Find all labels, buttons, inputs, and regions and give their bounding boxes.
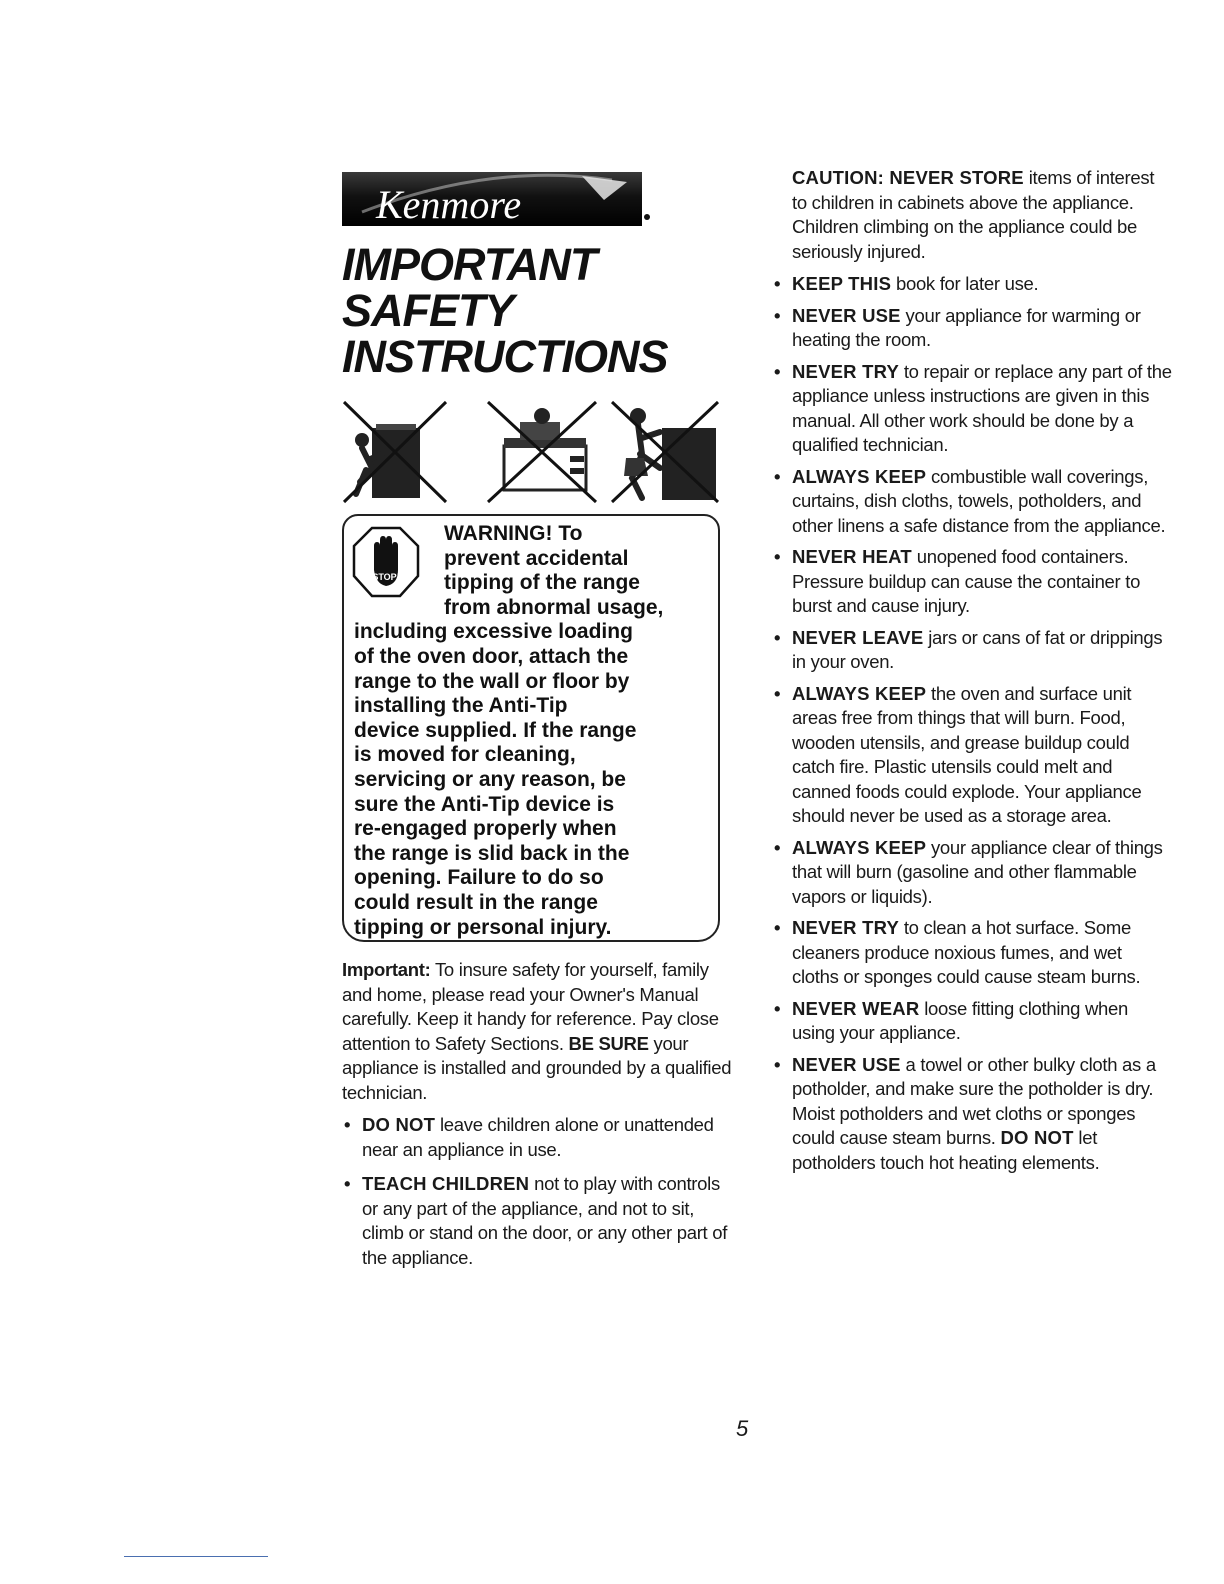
bullet-bold: TEACH CHILDREN — [362, 1173, 530, 1194]
bullet-text: loose fitting clothing when using your appliance. — [792, 997, 1129, 1043]
bullet-bold: NEVER USE — [792, 1053, 901, 1075]
list-item — [772, 465, 1172, 539]
warning-line: device supplied. If the range — [354, 718, 637, 742]
important-text-2: your appliance is installed and grounded by a qualified technician. — [342, 1032, 732, 1103]
anti-tip-warning-box — [342, 514, 720, 942]
loading-oven-door-crossed-icon — [488, 402, 596, 502]
list-item — [772, 304, 1172, 353]
important-bold: BE SURE — [568, 1032, 649, 1054]
bullet-text: let potholders touch hot heating elements. — [792, 1127, 1100, 1173]
bullet-bold: ALWAYS KEEP — [792, 836, 927, 858]
warning-line: the range is slid back in the — [354, 841, 630, 865]
bullet-bold: NEVER WEAR — [792, 997, 920, 1019]
left-column — [342, 168, 734, 1280]
person-on-oven-door-crossed-icon — [612, 402, 718, 502]
bullet-bold: NEVER HEAT — [792, 546, 912, 567]
list-item — [772, 1053, 1172, 1176]
important-label: Important: — [342, 959, 431, 980]
list-item — [772, 836, 1172, 910]
bullet-text: to clean a hot surface. Some cleaners produce noxious fumes, and wet cloths or sponges could cause steam burns. — [792, 917, 1141, 987]
warning-line: opening. Failure to do so — [354, 866, 604, 890]
list-item — [772, 545, 1172, 619]
bullet-text: book for later use. — [891, 273, 1039, 294]
list-item — [772, 682, 1172, 829]
title-line-2: INSTRUCTIONS — [342, 331, 668, 382]
bullet-text: your appliance clear of things that will burn (gasoline and other flammable vapors or liquids). — [792, 836, 1163, 907]
warning-line: installing the Anti-Tip — [354, 694, 568, 718]
right-column — [772, 166, 1172, 1182]
bullet-bold: NEVER USE — [792, 304, 901, 326]
warning-line: prevent accidental — [444, 546, 629, 570]
list-item — [772, 997, 1172, 1046]
bullet-text: a towel or other bulky cloth as a potholder, and make sure the potholder is dry. Moist potholders and wet cloths or sponges could cause steam burns. — [792, 1053, 1156, 1148]
title-line-1: IMPORTANT SAFETY — [342, 239, 597, 336]
warning-line: range to the wall or floor by — [354, 669, 630, 693]
bullet-bold: DO NOT — [1000, 1127, 1074, 1148]
stop-label: STOP! — [372, 572, 400, 582]
list-item — [772, 916, 1172, 990]
warning-line: sure the Anti-Tip device is — [354, 792, 615, 816]
logo-text: Kenmore — [376, 182, 522, 226]
important-paragraph — [342, 958, 734, 1105]
caution-bold: CAUTION: NEVER STORE — [792, 167, 1024, 188]
warning-line: tipping of the range — [444, 571, 640, 595]
footer-rule — [124, 1556, 268, 1557]
right-bullet-list — [772, 272, 1172, 1175]
bullet-text: the oven and surface unit areas free from things that will burn. Food, wooden utensils, and grease buildup could catch fire. Plastic utensils could melt and canned foods could explode. Your appliance should never be used as a storage area. — [792, 682, 1142, 826]
kenmore-logo — [342, 168, 652, 230]
page-number: 5 — [736, 1416, 749, 1441]
left-bullet-list — [342, 1113, 734, 1270]
list-item — [342, 1172, 734, 1270]
warning-line: is moved for cleaning, — [354, 743, 576, 767]
bullet-text: to repair or replace any part of the appliance unless instructions are given in this manual. All other work should be done by a qualified technician. — [792, 360, 1172, 455]
caution-text: items of interest to children in cabinets above the appliance. Children climbing on the appliance could be seriously injured. — [792, 167, 1155, 262]
bullet-bold: KEEP THIS — [792, 273, 892, 294]
list-item — [772, 626, 1172, 675]
list-item — [772, 360, 1172, 458]
bullet-bold: NEVER TRY — [792, 917, 899, 938]
bullet-text: your appliance for warming or heating the room. — [792, 304, 1141, 350]
warning-body — [354, 620, 704, 940]
warning-line: of the oven door, attach the — [354, 644, 629, 668]
warning-line: re-engaged properly when — [354, 817, 617, 841]
bullet-bold: ALWAYS KEEP — [792, 682, 927, 704]
bullet-bold: NEVER TRY — [792, 360, 899, 382]
warning-line: tipping or personal injury. — [354, 915, 612, 939]
warning-line: from abnormal usage, — [444, 595, 664, 619]
bullet-text: leave children alone or unattended near an appliance in use. — [362, 1114, 714, 1160]
bullet-text: combustible wall coverings, curtains, dish cloths, towels, potholders, and other linens a safe distance from the appliance. — [792, 465, 1166, 536]
list-item — [772, 272, 1172, 297]
bullet-text: unopened food containers. Pressure buildup can cause the container to burst and cause injury. — [792, 546, 1141, 616]
safety-pictograms — [342, 398, 734, 510]
bullet-bold: DO NOT — [362, 1114, 436, 1135]
warning-line: servicing or any reason, be — [354, 767, 626, 791]
bullet-text: jars or cans of fat or drippings in your oven. — [792, 626, 1163, 672]
bullet-bold: ALWAYS KEEP — [792, 465, 927, 487]
warning-line: could result in the range — [354, 890, 598, 914]
list-item — [342, 1113, 734, 1162]
bullet-bold: NEVER LEAVE — [792, 626, 924, 648]
bullet-text: not to play with controls or any part of the appliance, and not to sit, climb or stand on the door, or any other part of the appliance. — [362, 1173, 728, 1268]
child-climbing-oven-door-crossed-icon — [344, 402, 446, 502]
page-title — [342, 239, 734, 382]
warning-line: WARNING! To — [444, 522, 583, 545]
stop-hand-icon — [352, 526, 420, 598]
warning-line: including excessive loading — [354, 620, 633, 644]
caution-paragraph — [772, 166, 1172, 264]
important-text-1: To insure safety for yourself, family and home, please read your Owner's Manual carefully. Keep it handy for reference. Pay close attention to Safety Sections. — [342, 959, 719, 1054]
